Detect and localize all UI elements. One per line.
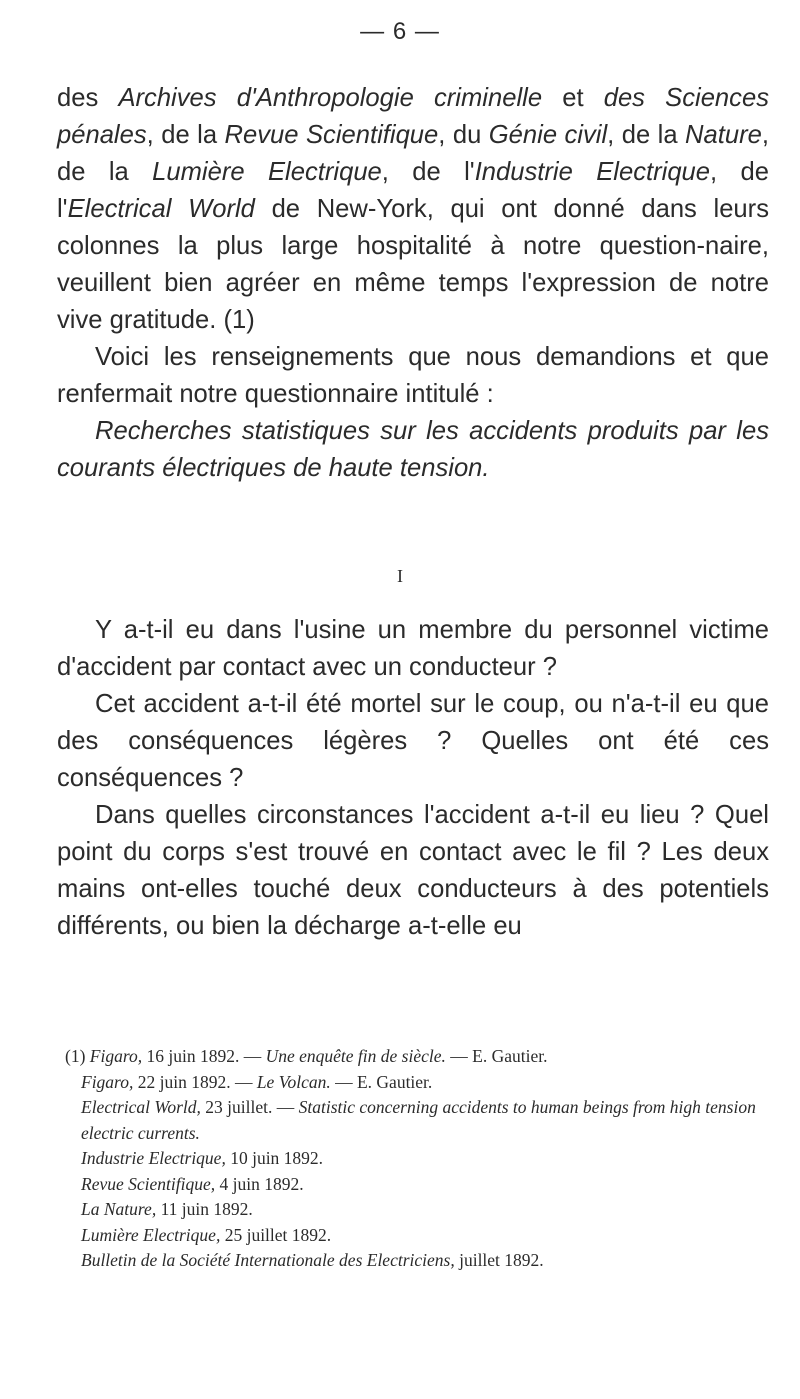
footnote: Revue Scientifique, 4 juin 1892. (81, 1173, 304, 1194)
footnote: Bulletin de la Société Internationale des Electriciens, juillet 1892. (81, 1250, 544, 1270)
footnote: Industrie Electrique, 10 juin 1892. (81, 1148, 324, 1168)
section-number: I (397, 566, 403, 586)
footnote: Figaro, 22 juin 1892. — Le Volcan. — E. Gautier. (81, 1071, 433, 1092)
footnotes (57, 1044, 777, 1274)
footnote: Lumière Electrique, 25 juillet 1892. (81, 1224, 332, 1245)
paragraph-acknowledgements: des Archives d'Anthropologie criminelle et des Sciences pénales, de la Revue Scientifique, du Génie civil, de la Nature, de la Lumière Electrique, de l'Industrie Electrique, de l'Electrical World de New-York, qui ont donné dans leurs colonnes la plus large hospitalité à notre question-naire, veuillent bien agréer en même temps l'expression de notre vive gratitude. (1) (57, 84, 769, 334)
question-paragraph: Cet accident a-t-il été mortel sur le coup, ou n'a-t-il eu que des conséquences légères ? Quelles ont été ces conséquences ? (57, 690, 769, 792)
question-paragraph: Dans quelles circonstances l'accident a-t-il eu lieu ? Quel point du corps s'est trouvé en contact avec le fil ? Les deux mains ont-elles touché deux conducteurs à des potentiels différents, ou bien la décharge a-t-elle eu (57, 801, 769, 940)
footnote: Electrical World, 23 juillet. — Statistic concerning accidents to human beings from high tension electric currents. (81, 1097, 756, 1143)
page-number: — 6 — (360, 18, 440, 45)
questionnaire-title: Recherches statistiques sur les accidents produits par les courants électriques de haute tension. (57, 417, 769, 482)
main-text (57, 80, 769, 487)
footnote: La Nature, 11 juin 1892. (81, 1199, 253, 1219)
paragraph-intro: Voici les renseignements que nous demandions et que renfermait notre questionnaire intitulé : (57, 343, 769, 408)
questions (57, 612, 769, 945)
question-paragraph: Y a-t-il eu dans l'usine un membre du personnel victime d'accident par contact avec un conducteur ? (57, 616, 769, 681)
footnote: (1) Figaro, 16 juin 1892. — Une enquête fin de siècle. — E. Gautier. (65, 1046, 548, 1066)
